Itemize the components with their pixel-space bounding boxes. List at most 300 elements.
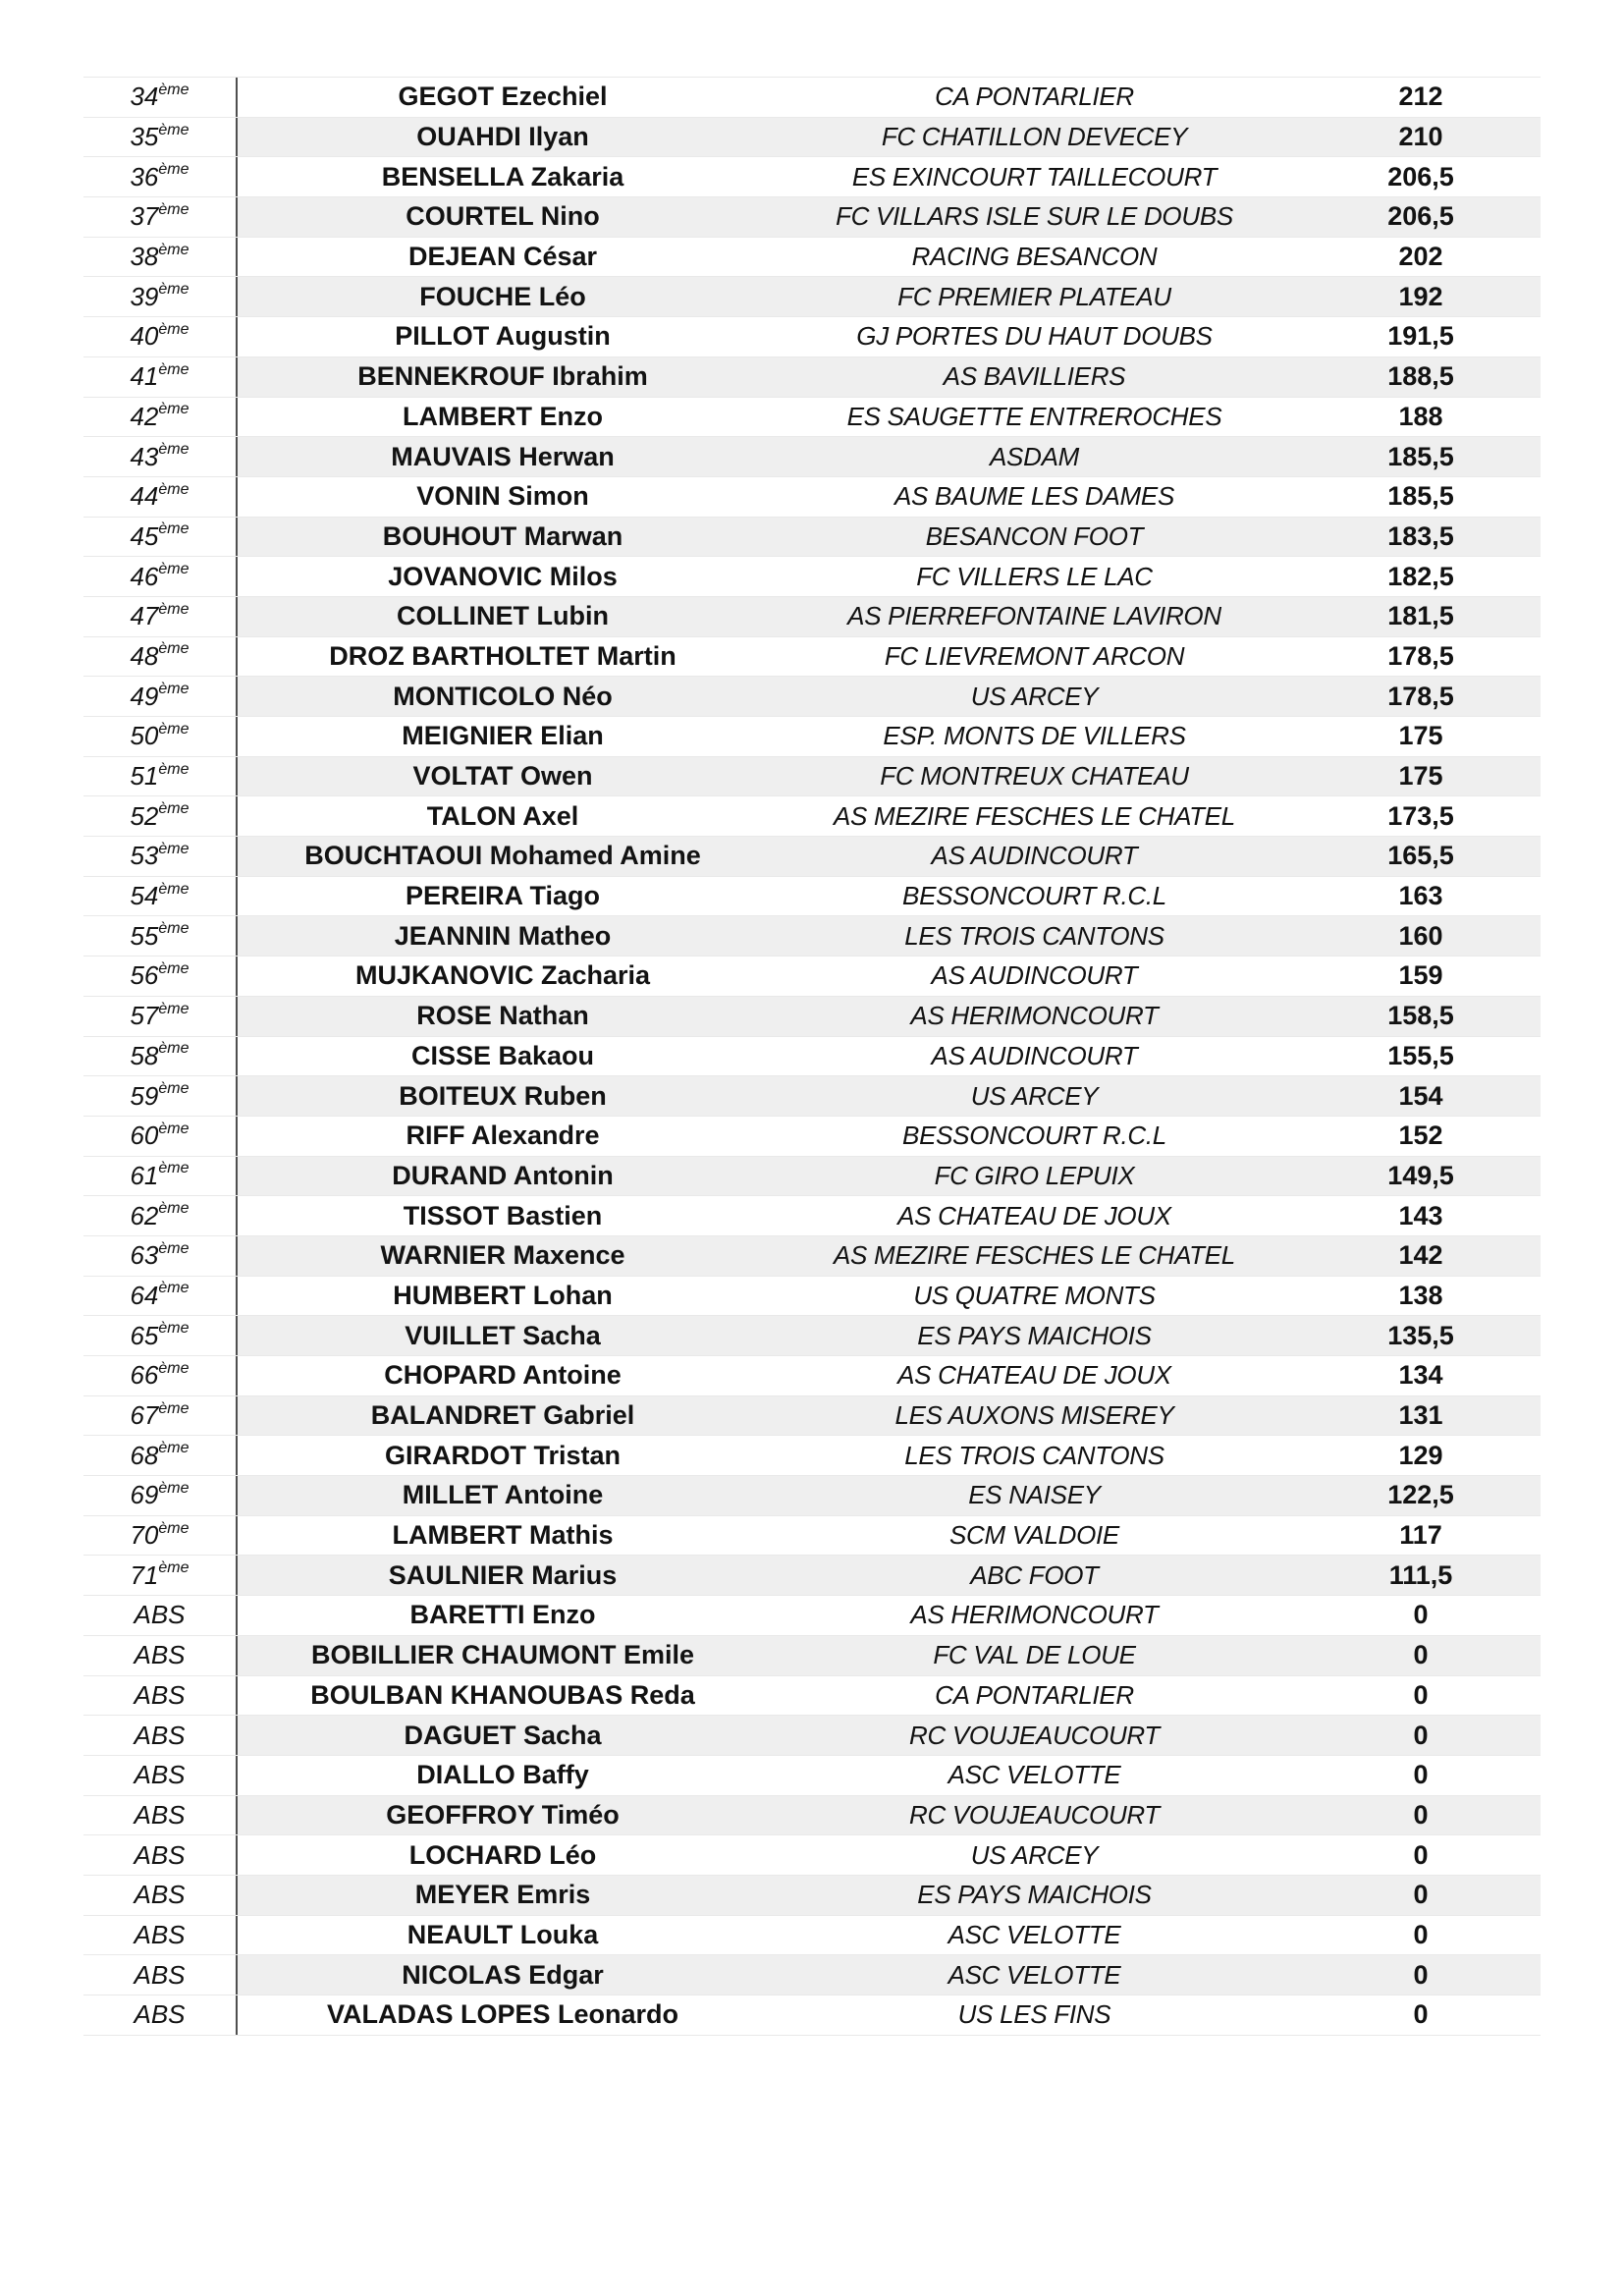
score-value: 129	[1398, 1440, 1443, 1470]
club-name: FC GIRO LEPUIX	[934, 1160, 1135, 1190]
table-row	[83, 1915, 1541, 1955]
player-name: VOLTAT Owen	[412, 761, 593, 792]
row-band	[236, 1835, 1541, 1875]
club-name: US QUATRE MONTS	[913, 1280, 1156, 1310]
score-value: 210	[1398, 122, 1443, 152]
table-row	[83, 397, 1541, 437]
score-value: 117	[1399, 1520, 1442, 1551]
table-row	[83, 1395, 1541, 1436]
club-name: US ARCEY	[970, 1080, 1099, 1111]
player-name: BOUCHTAOUI Mohamed Amine	[304, 841, 701, 871]
row-band	[236, 1436, 1541, 1475]
player-name: LAMBERT Enzo	[403, 401, 603, 431]
score-value: 134	[1398, 1360, 1443, 1391]
rank-cell: 43 ème	[130, 441, 189, 471]
score-value: 158,5	[1387, 1001, 1454, 1031]
score-value: 155,5	[1387, 1040, 1454, 1070]
rank-value: 48	[130, 640, 159, 671]
table-row	[83, 1116, 1541, 1156]
club-name: ASC VELOTTE	[947, 1919, 1121, 1949]
score-value: 206,5	[1387, 161, 1454, 191]
row-band	[236, 1196, 1541, 1235]
rank-value: 36	[130, 161, 159, 191]
row-band	[236, 997, 1541, 1036]
rank-value: ABS	[134, 1720, 186, 1750]
rank-cell: 47 ème	[130, 600, 189, 631]
score-value: 173,5	[1387, 800, 1454, 831]
rank-cell: 39 ème	[130, 281, 189, 311]
club-name: BESSONCOURT R.C.L	[902, 1121, 1166, 1151]
club-name: ASC VELOTTE	[947, 1760, 1121, 1790]
player-name: SAULNIER Marius	[388, 1559, 618, 1590]
score-value: 192	[1398, 281, 1443, 311]
rank-cell	[83, 1596, 236, 1635]
row-band	[236, 717, 1541, 756]
table-row	[83, 117, 1541, 157]
rank-value: 56	[130, 960, 159, 991]
rank-value: 42	[130, 401, 159, 431]
rank-cell: 62 ème	[130, 1200, 189, 1230]
club-name: ES PAYS MAICHOIS	[917, 1880, 1152, 1910]
row-band	[236, 677, 1541, 716]
row-band	[236, 1796, 1541, 1835]
table-row	[83, 1475, 1541, 1515]
table-row	[83, 1036, 1541, 1076]
player-name: TISSOT Bastien	[403, 1200, 603, 1230]
rank-cell: 60 ème	[130, 1120, 189, 1151]
score-value: 131	[1398, 1400, 1443, 1431]
rank-value: 67	[130, 1400, 159, 1431]
row-band	[236, 1716, 1541, 1755]
table-row	[83, 876, 1541, 916]
rank-cell: 36 ème	[130, 161, 189, 191]
rank-value: ABS	[134, 1999, 186, 2030]
row-band	[236, 837, 1541, 876]
player-name: JOVANOVIC Milos	[388, 561, 618, 591]
club-name: LES TROIS CANTONS	[904, 1440, 1164, 1470]
rank-cell	[83, 1835, 236, 1875]
score-value: 206,5	[1387, 201, 1454, 232]
player-name: DROZ BARTHOLTET Martin	[329, 640, 677, 671]
player-name: WARNIER Maxence	[380, 1240, 625, 1271]
score-value: 142	[1398, 1240, 1443, 1271]
table-row	[83, 756, 1541, 796]
row-band	[236, 357, 1541, 397]
row-band	[236, 1916, 1541, 1955]
rank-value: ABS	[134, 1640, 186, 1670]
table-row	[83, 356, 1541, 397]
rank-value: ABS	[134, 1760, 186, 1790]
score-value: 175	[1398, 721, 1443, 751]
table-row	[83, 1276, 1541, 1316]
table-row	[83, 1355, 1541, 1395]
score-value: 0	[1413, 1640, 1429, 1670]
row-band	[236, 1516, 1541, 1556]
rank-cell: 50 ème	[130, 720, 189, 751]
rank-value: 41	[130, 361, 159, 392]
table-row	[83, 77, 1541, 117]
table-row	[83, 1075, 1541, 1116]
rank-cell	[83, 1636, 236, 1675]
rank-cell: 37 ème	[130, 200, 189, 232]
rank-value: 47	[130, 601, 159, 631]
player-name: BOBILLIER CHAUMONT Emile	[310, 1640, 694, 1670]
table-row	[83, 1834, 1541, 1875]
player-name: PILLOT Augustin	[395, 321, 611, 352]
table-row	[83, 1315, 1541, 1355]
row-band	[236, 518, 1541, 557]
rank-cell: 68 ème	[130, 1440, 189, 1470]
player-name: BALANDRET Gabriel	[370, 1400, 635, 1431]
table-row	[83, 1435, 1541, 1475]
player-name: COLLINET Lubin	[397, 601, 609, 631]
club-name: AS AUDINCOURT	[931, 1040, 1138, 1070]
score-value: 188	[1398, 401, 1443, 431]
table-row	[83, 676, 1541, 716]
player-name: MONTICOLO Néo	[393, 681, 613, 711]
score-value: 159	[1398, 960, 1443, 991]
rank-value: 69	[130, 1480, 159, 1510]
score-value: 178,5	[1387, 640, 1454, 671]
row-band	[236, 1476, 1541, 1515]
table-row	[83, 316, 1541, 356]
row-band	[236, 1636, 1541, 1675]
score-value: 160	[1398, 920, 1443, 951]
rank-value: 55	[130, 920, 159, 951]
table-row	[83, 996, 1541, 1036]
rank-cell	[83, 1676, 236, 1716]
table-row	[83, 196, 1541, 237]
rank-value: 63	[130, 1240, 159, 1271]
club-name: CA PONTARLIER	[935, 82, 1134, 112]
score-value: 185,5	[1387, 481, 1454, 512]
row-band	[236, 1596, 1541, 1635]
score-value: 188,5	[1387, 361, 1454, 392]
player-name: RIFF Alexandre	[406, 1121, 600, 1151]
table-row	[83, 1195, 1541, 1235]
row-band	[236, 1157, 1541, 1196]
rank-value: 64	[130, 1280, 159, 1310]
rank-value: 45	[130, 520, 159, 551]
player-name: BOULBAN KHANOUBAS Reda	[310, 1679, 695, 1710]
rank-cell: 58 ème	[130, 1040, 189, 1070]
row-band	[236, 557, 1541, 596]
table-row	[83, 276, 1541, 316]
club-name: ASC VELOTTE	[947, 1959, 1121, 1990]
club-name: FC LIEVREMONT ARCON	[884, 640, 1185, 671]
rank-value: 44	[130, 481, 159, 512]
table-row	[83, 1995, 1541, 2035]
row-band	[236, 1117, 1541, 1156]
rank-cell: 45 ème	[130, 520, 189, 551]
table-row	[83, 795, 1541, 836]
table-row	[83, 1515, 1541, 1556]
score-value: 0	[1413, 1760, 1429, 1790]
row-band	[236, 1356, 1541, 1395]
rank-cell: 52 ème	[130, 800, 189, 831]
rank-cell	[83, 1916, 236, 1955]
club-name: RC VOUJEAUCOURT	[908, 1799, 1161, 1830]
table-row	[83, 1156, 1541, 1196]
table-row	[83, 1235, 1541, 1276]
rank-value: 34	[130, 82, 159, 112]
table-row	[83, 1555, 1541, 1595]
table-row	[83, 476, 1541, 517]
rank-cell: 59 ème	[130, 1080, 189, 1111]
club-name: AS AUDINCOURT	[931, 960, 1138, 991]
player-name: MUJKANOVIC Zacharia	[354, 960, 651, 991]
table-row	[83, 636, 1541, 677]
table-row	[83, 556, 1541, 596]
row-band	[236, 1236, 1541, 1276]
rank-cell: 51 ème	[130, 760, 189, 792]
score-value: 191,5	[1387, 321, 1454, 352]
rank-value: 57	[130, 1001, 159, 1031]
score-value: 0	[1413, 1880, 1429, 1910]
rank-cell: 35 ème	[130, 121, 189, 152]
rank-cell: 57 ème	[130, 1000, 189, 1031]
row-band	[236, 1076, 1541, 1116]
rank-value: ABS	[134, 1919, 186, 1949]
rank-cell: 63 ème	[130, 1239, 189, 1271]
player-name: BOITEUX Ruben	[399, 1080, 607, 1111]
table-row	[83, 1755, 1541, 1795]
rank-cell	[83, 1995, 236, 2035]
player-name: BENNEKROUF Ibrahim	[357, 361, 648, 392]
club-name: LES AUXONS MISEREY	[894, 1400, 1174, 1431]
score-value: 135,5	[1387, 1320, 1454, 1350]
score-value: 0	[1413, 1999, 1429, 2030]
player-name: OUAHDI Ilyan	[416, 122, 589, 152]
table-row	[83, 1635, 1541, 1675]
club-name: FC MONTREUX CHATEAU	[880, 761, 1189, 792]
rank-value: 68	[130, 1440, 159, 1470]
row-band	[236, 877, 1541, 916]
row-band	[236, 1037, 1541, 1076]
club-name: AS MEZIRE FESCHES LE CHATEL	[834, 1240, 1235, 1271]
player-name: MAUVAIS Herwan	[391, 441, 615, 471]
row-band	[236, 118, 1541, 157]
score-value: 212	[1398, 82, 1443, 112]
row-band	[236, 78, 1541, 117]
table-row	[83, 436, 1541, 476]
row-band	[236, 157, 1541, 196]
rank-cell: 67 ème	[130, 1399, 189, 1431]
rank-cell	[83, 1756, 236, 1795]
club-name: BESANCON FOOT	[925, 520, 1144, 551]
row-band	[236, 796, 1541, 836]
club-name: AS BAUME LES DAMES	[893, 481, 1175, 512]
ranking-table	[83, 77, 1541, 2036]
club-name: AS AUDINCOURT	[931, 841, 1138, 871]
score-value: 165,5	[1387, 841, 1454, 871]
club-name: AS PIERREFONTAINE LAVIRON	[847, 601, 1221, 631]
table-row	[83, 1954, 1541, 1995]
player-name: BARETTI Enzo	[409, 1600, 596, 1630]
rank-cell: 34 ème	[130, 81, 189, 112]
rank-value: 71	[130, 1559, 159, 1590]
rank-value: ABS	[134, 1959, 186, 1990]
table-row	[83, 956, 1541, 996]
score-value: 163	[1398, 881, 1443, 911]
table-row	[83, 1595, 1541, 1635]
player-name: BENSELLA Zakaria	[381, 161, 624, 191]
rank-cell: 56 ème	[130, 959, 189, 991]
player-name: DURAND Antonin	[392, 1160, 614, 1190]
score-value: 0	[1413, 1679, 1429, 1710]
rank-value: 49	[130, 681, 159, 711]
rank-cell: 65 ème	[130, 1320, 189, 1350]
club-name: ESP. MONTS DE VILLERS	[883, 721, 1186, 751]
rank-value: ABS	[134, 1799, 186, 1830]
table-row	[83, 596, 1541, 636]
club-name: LES TROIS CANTONS	[904, 920, 1164, 951]
player-name: JEANNIN Matheo	[394, 920, 612, 951]
row-band	[236, 1316, 1541, 1355]
player-name: DIALLO Baffy	[416, 1760, 589, 1790]
club-name: US ARCEY	[970, 1839, 1099, 1870]
rank-value: 39	[130, 281, 159, 311]
table-row	[83, 836, 1541, 876]
club-name: ES SAUGETTE ENTREROCHES	[846, 401, 1222, 431]
rank-value: 35	[130, 122, 159, 152]
row-band	[236, 916, 1541, 956]
rank-value: 60	[130, 1121, 159, 1151]
table-row	[83, 517, 1541, 557]
score-value: 183,5	[1387, 520, 1454, 551]
score-value: 181,5	[1387, 601, 1454, 631]
player-name: VUILLET Sacha	[405, 1320, 601, 1350]
rank-value: 62	[130, 1200, 159, 1230]
player-name: FOUCHE Léo	[419, 281, 586, 311]
row-band	[236, 1995, 1541, 2035]
rank-cell: 49 ème	[130, 681, 189, 711]
table-row	[83, 716, 1541, 756]
score-value: 143	[1398, 1200, 1443, 1230]
rank-cell: 71 ème	[130, 1559, 189, 1590]
player-name: CISSE Bakaou	[410, 1040, 595, 1070]
club-name: US ARCEY	[970, 681, 1099, 711]
rank-cell: 69 ème	[130, 1479, 189, 1510]
club-name: AS CHATEAU DE JOUX	[897, 1360, 1171, 1391]
row-band	[236, 277, 1541, 316]
rank-value: ABS	[134, 1839, 186, 1870]
rank-value: 70	[130, 1520, 159, 1551]
rank-cell	[83, 1876, 236, 1915]
rank-cell: 53 ème	[130, 840, 189, 871]
row-band	[236, 1955, 1541, 1995]
club-name: FC PREMIER PLATEAU	[897, 281, 1171, 311]
rank-value: 65	[130, 1320, 159, 1350]
row-band	[236, 1277, 1541, 1316]
table-row	[83, 156, 1541, 196]
rank-value: 51	[130, 761, 159, 792]
score-value: 111,5	[1388, 1559, 1453, 1590]
rank-cell	[83, 1716, 236, 1755]
club-name: ASDAM	[990, 441, 1079, 471]
score-value: 149,5	[1387, 1160, 1454, 1190]
score-value: 0	[1413, 1720, 1429, 1750]
table-row	[83, 1715, 1541, 1755]
player-name: BOUHOUT Marwan	[382, 520, 623, 551]
table-row	[83, 915, 1541, 956]
rank-value: 52	[130, 800, 159, 831]
rank-cell: 41 ème	[130, 360, 189, 392]
rank-cell: 66 ème	[130, 1359, 189, 1391]
rank-value: ABS	[134, 1600, 186, 1630]
player-name: CHOPARD Antoine	[384, 1360, 622, 1391]
club-name: GJ PORTES DU HAUT DOUBS	[856, 321, 1213, 352]
rank-value: 66	[130, 1360, 159, 1391]
rank-cell: 70 ème	[130, 1519, 189, 1551]
rank-value: 59	[130, 1080, 159, 1111]
player-name: HUMBERT Lohan	[393, 1280, 613, 1310]
rank-cell: 61 ème	[130, 1160, 189, 1190]
club-name: CA PONTARLIER	[935, 1679, 1134, 1710]
score-value: 202	[1398, 242, 1443, 272]
club-name: FC CHATILLON DEVECEY	[881, 122, 1188, 152]
rank-cell: 46 ème	[130, 561, 189, 591]
rank-value: 38	[130, 242, 159, 272]
club-name: ES NAISEY	[968, 1480, 1101, 1510]
score-value: 185,5	[1387, 441, 1454, 471]
score-value: 154	[1398, 1080, 1443, 1111]
row-band	[236, 1396, 1541, 1436]
rank-value: 50	[130, 721, 159, 751]
score-value: 0	[1413, 1959, 1429, 1990]
player-name: VALADAS LOPES Leonardo	[326, 1999, 679, 2030]
player-name: NICOLAS Edgar	[402, 1959, 604, 1990]
rank-value: 54	[130, 881, 159, 911]
club-name: ES PAYS MAICHOIS	[917, 1320, 1152, 1350]
club-name: ES EXINCOURT TAILLECOURT	[851, 161, 1218, 191]
club-name: AS HERIMONCOURT	[910, 1600, 1159, 1630]
rank-cell: 38 ème	[130, 241, 189, 272]
score-value: 0	[1413, 1600, 1429, 1630]
score-value: 178,5	[1387, 681, 1454, 711]
rank-cell	[83, 1796, 236, 1835]
player-name: MEIGNIER Elian	[402, 721, 604, 751]
player-name: GEGOT Ezechiel	[398, 82, 608, 112]
club-name: US LES FINS	[957, 1999, 1111, 2030]
score-value: 152	[1398, 1121, 1443, 1151]
player-name: NEAULT Louka	[406, 1919, 599, 1949]
row-band	[236, 1756, 1541, 1795]
rank-value: 53	[130, 841, 159, 871]
rank-value: ABS	[134, 1679, 186, 1710]
row-band	[236, 1676, 1541, 1716]
row-band	[236, 637, 1541, 677]
rank-cell: 44 ème	[130, 480, 189, 512]
player-name: TALON Axel	[426, 800, 579, 831]
player-name: MEYER Emris	[414, 1880, 591, 1910]
club-name: RC VOUJEAUCOURT	[908, 1720, 1161, 1750]
score-value: 0	[1413, 1919, 1429, 1949]
rank-cell: 42 ème	[130, 401, 189, 431]
player-name: MILLET Antoine	[402, 1480, 604, 1510]
player-name: LAMBERT Mathis	[392, 1520, 614, 1551]
player-name: DAGUET Sacha	[404, 1720, 602, 1750]
club-name: FC VILLARS ISLE SUR LE DOUBS	[836, 201, 1233, 232]
club-name: AS MEZIRE FESCHES LE CHATEL	[834, 800, 1235, 831]
rank-cell: 40 ème	[130, 320, 189, 352]
player-name: PEREIRA Tiago	[405, 881, 601, 911]
rank-cell: 64 ème	[130, 1280, 189, 1310]
rank-value: 61	[130, 1160, 159, 1190]
row-band	[236, 757, 1541, 796]
table-row	[83, 1675, 1541, 1716]
row-band	[236, 238, 1541, 277]
